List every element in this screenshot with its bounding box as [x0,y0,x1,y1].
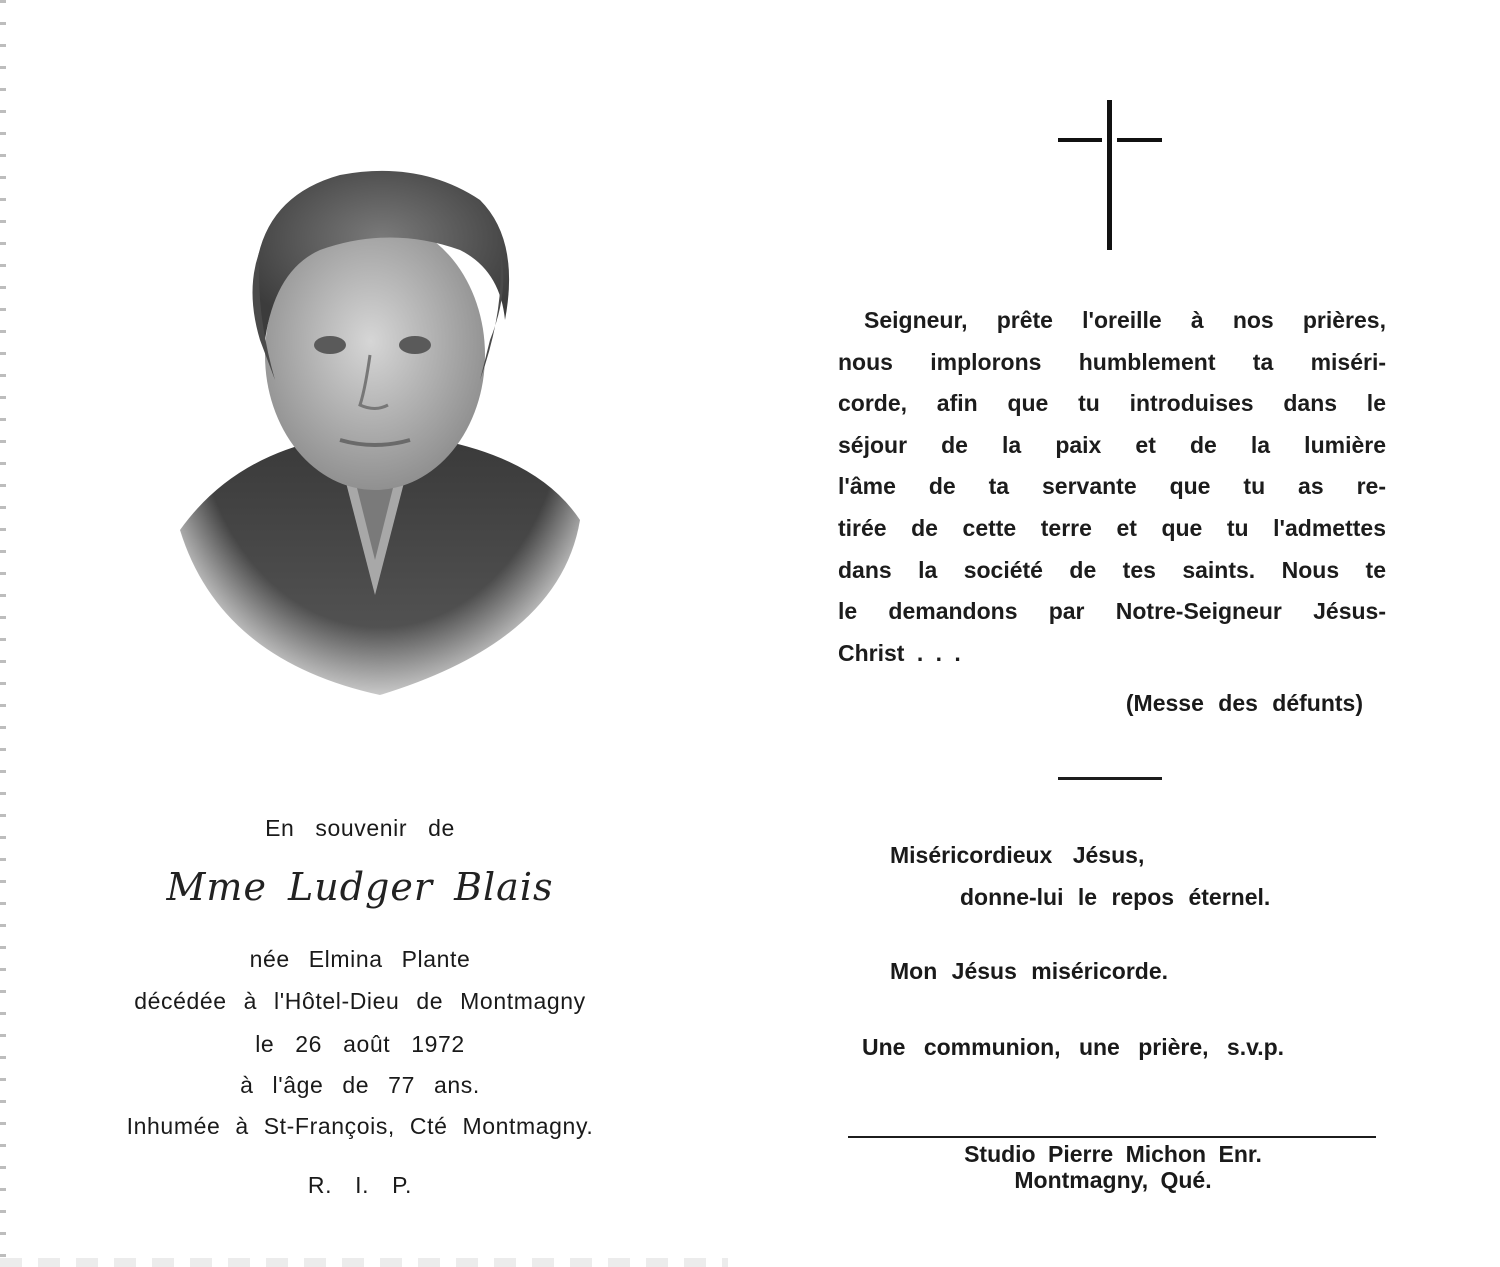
invocation-line-1: Miséricordieux Jésus, [890,842,1145,868]
prayer-line: nous implorons humblement ta miséri- [838,348,1386,375]
prayer-line: tirée de cette terre et que tu l'admettes [838,514,1386,541]
request-line: Une communion, une prière, s.v.p. [862,1034,1285,1060]
prayer-line: Christ . . . [838,639,961,666]
prayer-line: Seigneur, prête l'oreille à nos prières, [864,307,1386,333]
card-right-panel [728,0,1500,1267]
rip-text: R. I. P. [307,1172,413,1198]
invocation-line-3: Mon Jésus miséricorde. [890,958,1169,984]
burial-place: Inhumée à St-François, Cté Montmagny. [126,1113,594,1139]
studio-name: Studio Pierre Michon Enr. [964,1141,1262,1167]
intro-text: En souvenir de [265,815,455,841]
invocation-line-2: donne-lui le repos éternel. [960,884,1271,910]
prayer-source: (Messe des défunts) [1125,690,1363,716]
perforated-edge [0,0,6,1267]
portrait-photo-icon [160,140,600,700]
studio-city: Montmagny, Qué. [1014,1167,1212,1193]
prayer-line: dans la société de tes saints. Nous te [838,556,1386,583]
death-date: le 26 août 1972 [255,1031,465,1057]
divider-short [1058,777,1162,780]
deceased-name: Mme Ludger Blais [166,865,554,909]
prayer-line: l'âme de ta servante que tu as re- [838,473,1386,500]
age-at-death: à l'âge de 77 ans. [240,1072,480,1098]
birth-name: née Elmina Plante [249,946,471,972]
prayer-paragraph [838,300,1386,674]
divider-long [848,1136,1376,1138]
prayer-line: corde, afin que tu introduises dans le [838,390,1386,417]
card-left-panel [0,0,728,1267]
prayer-line: séjour de la paix et de la lumière [838,431,1386,458]
scan-noise [0,1258,728,1267]
cross-icon [1058,100,1162,250]
death-place: décédée à l'Hôtel-Dieu de Montmagny [134,988,586,1014]
prayer-line: le demandons par Notre-Seigneur Jésus- [838,598,1386,625]
